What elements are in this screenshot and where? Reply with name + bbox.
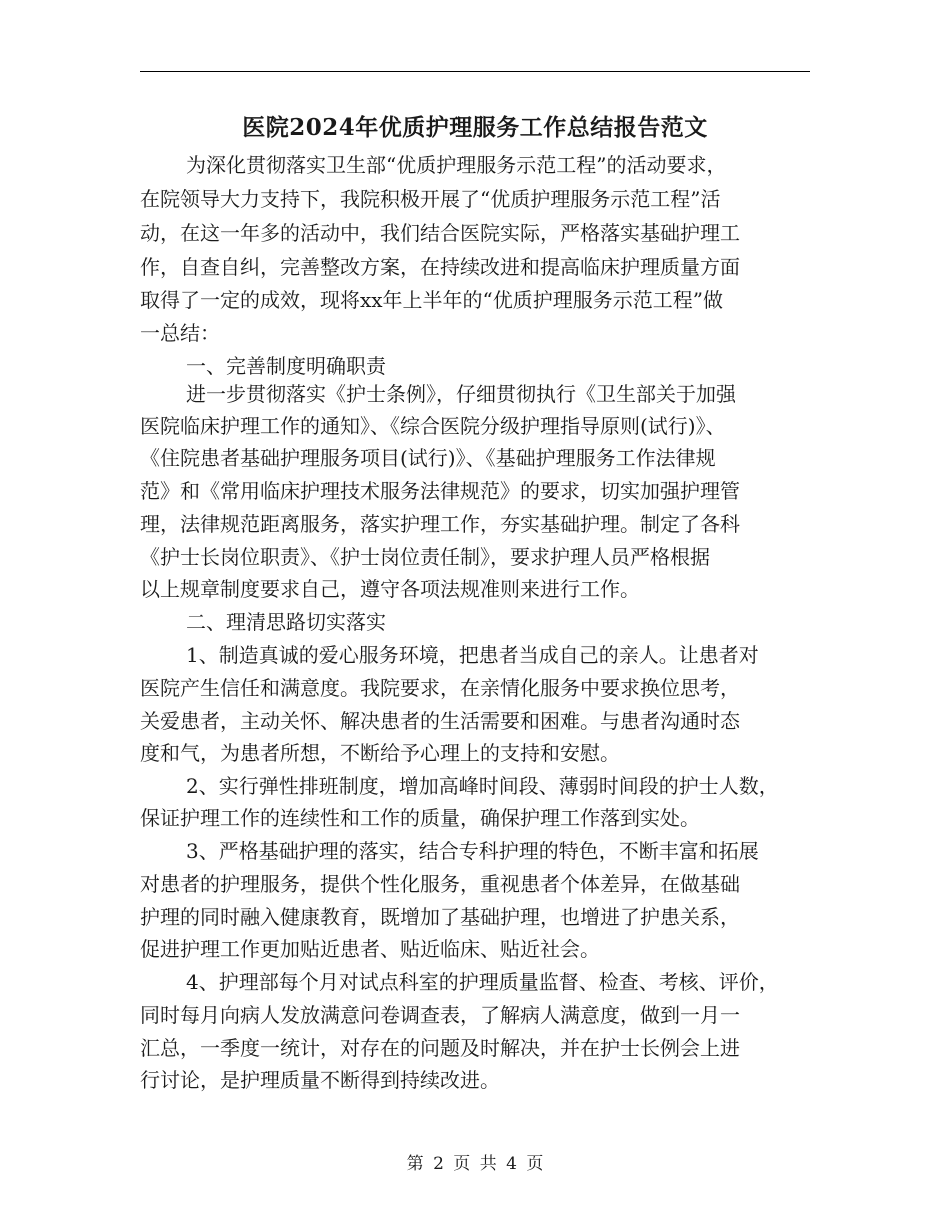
text-line: 关爱患者，主动关怀、解决患者的生活需要和困难。与患者沟通时态 xyxy=(140,709,740,733)
text-line: 《住院患者基础护理服务项目(试行)》、《基础护理服务工作法律规 xyxy=(140,446,716,470)
header-rule xyxy=(140,71,810,72)
text-line: 护理的同时融入健康教育，既增加了基础护理，也增进了护患关系， xyxy=(140,905,740,929)
text-line: 汇总，一季度一统计，对存在的问题及时解决，并在护士长例会上进 xyxy=(140,1036,740,1060)
text-line: 进一步贯彻落实《护士条例》，仔细贯彻执行《卫生部关于加强 xyxy=(186,382,736,406)
section-heading: 一、完善制度明确职责 xyxy=(186,354,386,378)
text-line: 保证护理工作的连续性和工作的质量，确保护理工作落到实处。 xyxy=(140,806,700,830)
text-line: 为深化贯彻落实卫生部“优质护理服务示范工程”的活动要求， xyxy=(186,153,727,177)
text-line: 同时每月向病人发放满意问卷调查表，了解病人满意度，做到一月一 xyxy=(140,1003,740,1027)
text-line: 医院产生信任和满意度。我院要求，在亲情化服务中要求换位思考， xyxy=(140,676,740,700)
document-title xyxy=(140,113,810,143)
page-footer: 第 2 页 共 4 页 xyxy=(406,1154,544,1174)
text-line: 以上规章制度要求自己，遵守各项法规准则来进行工作。 xyxy=(140,577,640,601)
title-year: 2024 xyxy=(289,114,356,141)
text-line: 一总结： xyxy=(140,321,220,345)
text-line: 作，自查自纠，完善整改方案，在持续改进和提高临床护理质量方面 xyxy=(140,255,740,279)
text-line: 2、实行弹性排班制度，增加高峰时间段、薄弱时间段的护士人数， xyxy=(186,774,779,798)
text-line: 4、护理部每个月对试点科室的护理质量监督、检查、考核、评价， xyxy=(186,970,779,994)
title-rest: 年优质护理服务工作总结报告范文 xyxy=(355,114,708,141)
text-line: 范》和《常用临床护理技术服务法律规范》的要求，切实加强护理管 xyxy=(140,479,740,503)
text-line: 度和气，为患者所想，不断给予心理上的支持和安慰。 xyxy=(140,741,620,765)
text-line: 行讨论，是护理质量不断得到持续改进。 xyxy=(140,1068,500,1092)
text-line: 理，法律规范距离服务，落实护理工作，夯实基础护理。制定了各科 xyxy=(140,512,740,536)
text-line: 《护士长岗位职责》、《护士岗位责任制》，要求护理人员严格根据 xyxy=(140,545,710,569)
text-line: 3、严格基础护理的落实，结合专科护理的特色，不断丰富和拓展 xyxy=(186,839,759,863)
section-heading: 二、理清思路切实落实 xyxy=(186,610,386,634)
text-line: 取得了一定的成效，现将xx年上半年的“优质护理服务示范工程”做 xyxy=(140,288,724,312)
text-line: 医院临床护理工作的通知》、《综合医院分级护理指导原则(试行)》、 xyxy=(140,414,726,438)
text-line: 动，在这一年多的活动中，我们结合医院实际，严格落实基础护理工 xyxy=(140,221,740,245)
text-line: 对患者的护理服务，提供个性化服务，重视患者个体差异，在做基础 xyxy=(140,872,740,896)
text-line: 促进护理工作更加贴近患者、贴近临床、贴近社会。 xyxy=(140,937,600,961)
text-line: 1、制造真诚的爱心服务环境，把患者当成自己的亲人。让患者对 xyxy=(186,643,759,667)
text-line: 在院领导大力支持下，我院积极开展了“优质护理服务示范工程”活 xyxy=(140,187,721,211)
title-prefix: 医院 xyxy=(242,114,290,141)
